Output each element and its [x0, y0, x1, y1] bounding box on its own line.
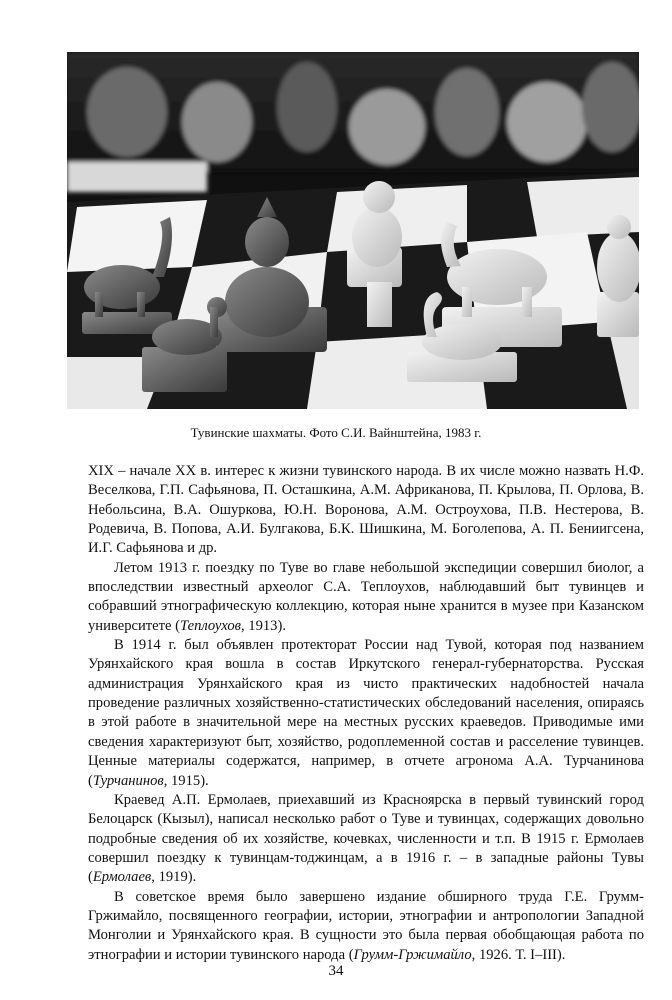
paragraph-text: , 1919).	[151, 869, 197, 886]
paragraph	[88, 791, 644, 888]
citation-author: Ермолаев	[92, 869, 152, 886]
chess-photo	[67, 52, 639, 409]
paragraph-text: В 1914 г. был объявлен протекторат России над Тувой, которая под названием Урянхайского края вошла в состав Иркутского генерал-губернаторства. Русская администрация Урянхайского края из чисто практических надобностей начала проведение различных хозяйственно-статистических обследований населения, опираясь в этой работе в значительной мере на местных русских краеведов. Приводимые ими сведения характеризуют быт, хозяйство, родоплеменной состав и расселение тувинцев. Ценные материалы содержатся, например, в отчете агронома А.А. Турчанинова (	[88, 637, 644, 789]
chess-photo-image	[67, 52, 639, 409]
citation-author: Грумм-Гржимайло	[353, 946, 472, 963]
paragraph	[88, 636, 644, 791]
page-number: 34	[328, 963, 344, 979]
paragraph	[88, 888, 644, 965]
paragraph-text: , 1913).	[240, 617, 286, 634]
paragraph	[88, 462, 644, 559]
paragraph-text: , 1915).	[163, 772, 209, 789]
paragraph-text: XIX – начале XX в. интерес к жизни тувинского народа. В их числе можно назвать Н.Ф. Веселкова, Г.П. Сафьянова, П. Осташкина, А.М. Африканова, П. Крылова, П. Орлова, В. Небольсина, В.А. Ошуркова, Ю.Н. Воронова, А.М. Остроухова, П.В. Нестерова, В. Родевича, В. Попова, А.И. Булгакова, Б.К. Шишкина, М. Боголепова, А. П. Бениигсена, И.Г. Сафьянова и др.	[88, 463, 644, 557]
paragraph-text: Краевед А.П. Ермолаев, приехавший из Красноярска в первый тувинский город Белоцарск (Кызыл), написал несколько работ о Туве и тувинцах, содержащих довольно подробные сведения об их хозяйстве, кочевках, численности и т.п. В 1915 г. Ермолаев совершил поездку к тувинцам-тоджинцам, а в 1916 г. – в западные районы Тувы (	[88, 791, 644, 886]
photo-caption: Тувинские шахматы. Фото С.И. Вайнштейна, 1983 г.	[190, 425, 482, 440]
paragraph-text: , 1926. Т. I–III).	[471, 946, 566, 963]
body-text	[88, 462, 644, 965]
citation-author: Теплоухов	[180, 617, 241, 634]
paragraph	[88, 559, 644, 636]
paragraph-text: В советское время было завершено издание обширного труда Г.Е. Грумм-Гржимайло, посвященного географии, истории, этнографии и антропологии Западной Монголии и Урянхайского края. В сущности это была первая обобщающая работа по этнографии и истории тувинского народа (	[88, 888, 644, 963]
paragraph-text: Летом 1913 г. поездку по Туве во главе небольшой экспедиции совершил биолог, а впоследствии известный археолог С.А. Теплоухов, наблюдавший быт тувинцев и собравший этнографическую коллекцию, которая ныне хранится в музее при Казанском университете (	[88, 559, 644, 634]
citation-author: Турчанинов	[92, 772, 164, 789]
